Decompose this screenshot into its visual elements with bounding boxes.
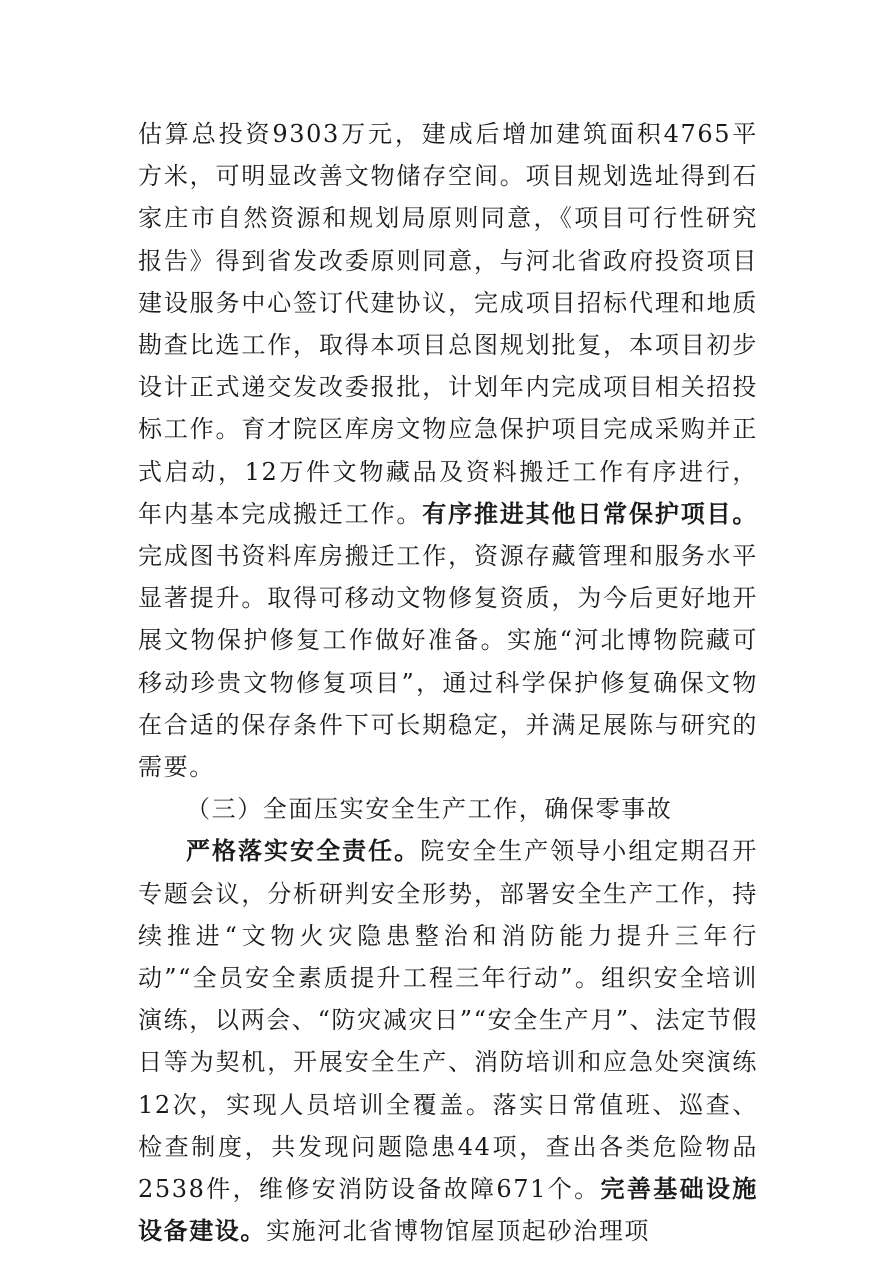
- paragraph-text: 院安全生产领导小组定期召开专题会议，分析研判安全形势，部署安全生产工作，持续推进“文物火灾隐患整治和消防能力提升三年行动”“全员安全素质提升工程三年行动”。组织安全培训演练，以两会、“防灾减灾日”“安全生产月”、法定节假日等为契机，开展安全生产、消防培训和应急处突演练12次，实现人员培训全覆盖。落实日常值班、巡查、检查制度，共发现问题隐患44项，查出各类危险物品2538件，维修安消防设备故障671个。: [138, 837, 758, 1204]
- section-heading: （三）全面压实安全生产工作，确保零事故: [186, 795, 673, 824]
- bold-lead-phrase: 有序推进其他日常保护项目。: [422, 498, 758, 528]
- paragraph-collection-projects: [138, 113, 758, 788]
- paragraph-safety-responsibility: [138, 830, 758, 1252]
- bold-lead-phrase: 严格落实安全责任。: [186, 836, 421, 866]
- bold-lead-phrase: 完善基础设施设备建设。: [138, 1174, 758, 1246]
- paragraph-text: 估算总投资9303万元，建成后增加建筑面积4765平方米，可明显改善文物储存空间。项目规划选址得到石家庄市自然资源和规划局原则同意，《项目可行性研究报告》得到省发改委原则同意，与河北省政府投资项目建设服务中心签订代建协议，完成项目招标代理和地质勘查比选工作，取得本项目总图规划批复，本项目初步设计正式递交发改委报批，计划年内完成项目相关招投标工作。育才院区库房文物应急保护项目完成采购并正式启动，12万件文物藏品及资料搬迁工作有序进行，年内基本完成搬迁工作。: [138, 120, 758, 528]
- document-page: [138, 113, 758, 1252]
- paragraph-text: 完成图书资料库房搬迁工作，资源存藏管理和服务水平显著提升。取得可移动文物修复资质，为今后更好地开展文物保护修复工作做好准备。实施“河北博物院藏可移动珍贵文物修复项目”，通过科学保护修复确保文物在合适的保存条件下可长期稳定，并满足展陈与研究的需要。: [138, 542, 758, 782]
- paragraph-text: 实施河北省博物馆屋顶起砂治理项: [266, 1217, 650, 1246]
